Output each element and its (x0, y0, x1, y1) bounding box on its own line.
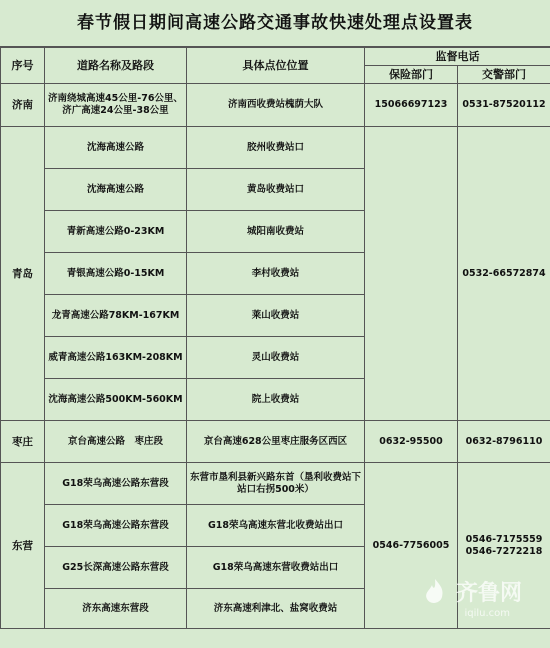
insurance-phone-qingdao (365, 127, 458, 421)
road-cell: 沈海高速公路 (45, 169, 187, 211)
road-cell: G18荣乌高速公路东营段 (45, 505, 187, 547)
insurance-phone-jinan: 15066697123 (365, 84, 458, 127)
location-cell: 城阳南收费站 (187, 211, 365, 253)
road-cell: 青新高速公路0-23KM (45, 211, 187, 253)
table-row (1, 421, 550, 463)
location-cell: 胶州收费站口 (187, 127, 365, 169)
group-name-dongying: 东营 (1, 463, 45, 629)
insurance-phone-dongying: 0546-7756005 (365, 463, 458, 629)
road-cell: 济东高速东营段 (45, 589, 187, 629)
location-cell: 东营市垦利县新兴路东首（垦利收费站下站口右拐500米） (187, 463, 365, 505)
police-phone-jinan: 0531-87520112 (458, 84, 550, 127)
road-cell: 济南绕城高速45公里-76公里、济广高速24公里-38公里 (45, 84, 187, 127)
group-name-jinan: 济南 (1, 84, 45, 127)
group-name-zaozhuang: 枣庄 (1, 421, 45, 463)
road-cell: 威青高速公路163KM-208KM (45, 337, 187, 379)
table-row (1, 463, 550, 505)
header-phone-group: 监督电话 (365, 48, 550, 66)
watermark-brand: 齐鲁网 (455, 581, 522, 606)
header-police: 交警部门 (458, 66, 550, 84)
location-cell: 李村收费站 (187, 253, 365, 295)
road-cell: 沈海高速公路500KM-560KM (45, 379, 187, 421)
road-cell: 青银高速公路0-15KM (45, 253, 187, 295)
road-cell: 沈海高速公路 (45, 127, 187, 169)
group-name-qingdao: 青岛 (1, 127, 45, 421)
road-cell: G18荣乌高速公路东营段 (45, 463, 187, 505)
location-cell: 黄岛收费站口 (187, 169, 365, 211)
police-phone-zaozhuang: 0632-8796110 (458, 421, 550, 463)
table-row (1, 84, 550, 127)
police-phone-dongying: 0546-7175559 0546-7272218 (458, 463, 550, 629)
location-cell: 莱山收费站 (187, 295, 365, 337)
location-cell: 济南西收费站槐荫大队 (187, 84, 365, 127)
location-cell: 院上收费站 (187, 379, 365, 421)
location-cell: 京台高速628公里枣庄服务区西区 (187, 421, 365, 463)
road-cell: 京台高速公路 枣庄段 (45, 421, 187, 463)
police-phone-qingdao: 0532-66572874 (458, 127, 550, 421)
header-road: 道路名称及路段 (45, 48, 187, 84)
road-cell: 龙青高速公路78KM-167KM (45, 295, 187, 337)
schedule-table (0, 47, 550, 629)
location-cell: 灵山收费站 (187, 337, 365, 379)
location-cell: G18荣乌高速东营收费站出口 (187, 547, 365, 589)
table-row (1, 127, 550, 169)
header-location: 具体点位位置 (187, 48, 365, 84)
road-cell: G25长深高速公路东营段 (45, 547, 187, 589)
watermark-url: iqilu.com (464, 608, 510, 619)
header-seq: 序号 (1, 48, 45, 84)
page-title: 春节假日期间高速公路交通事故快速处理点设置表 (0, 0, 550, 47)
insurance-phone-zaozhuang: 0632-95500 (365, 421, 458, 463)
header-insurance: 保险部门 (365, 66, 458, 84)
location-cell: 济东高速利津北、盐窝收费站 (187, 589, 365, 629)
location-cell: G18荣乌高速东营北收费站出口 (187, 505, 365, 547)
